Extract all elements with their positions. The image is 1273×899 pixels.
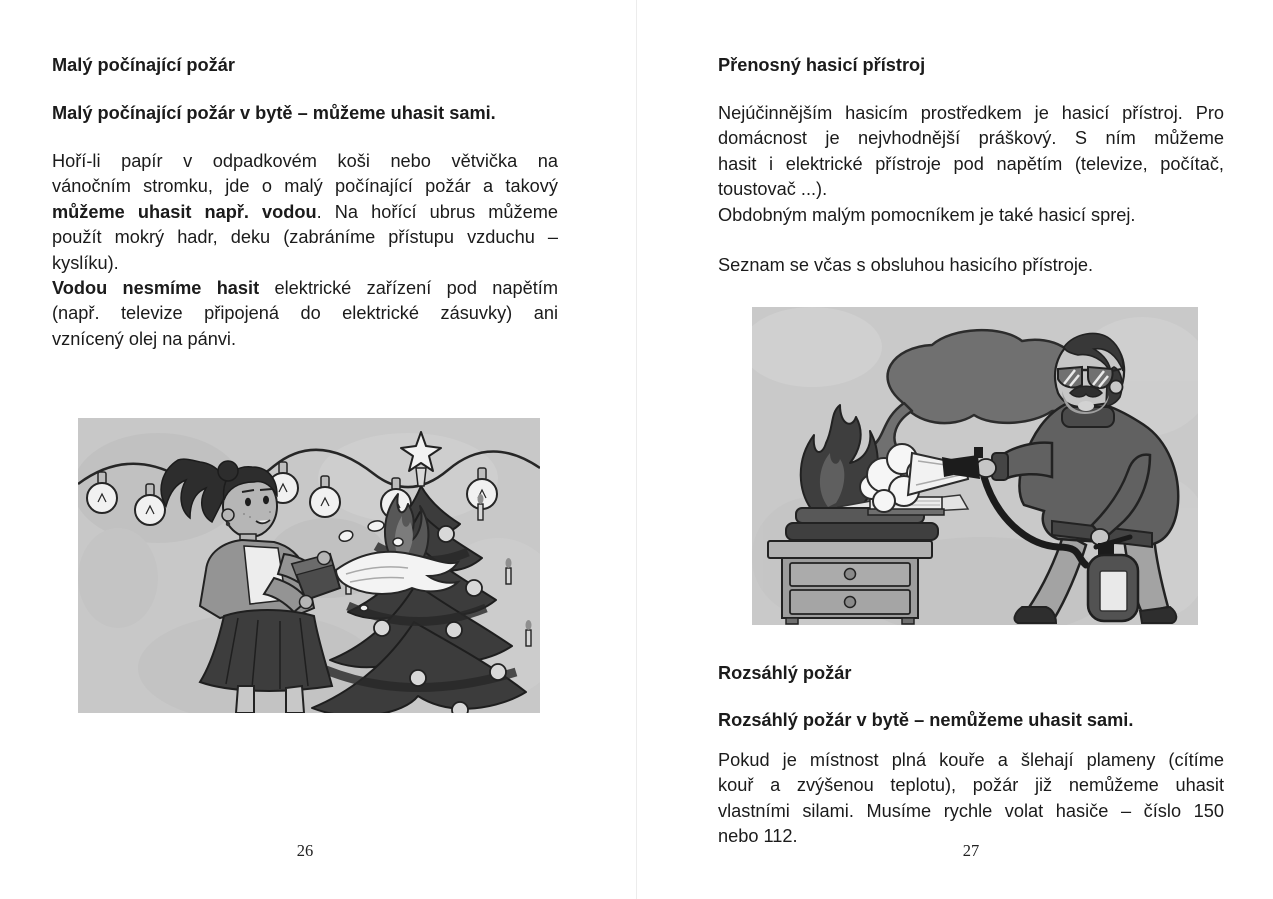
section-heading-extinguisher: Přenosný hasicí přístroj (718, 55, 926, 75)
extinguisher-illustration (752, 307, 1198, 625)
page-number-right: 27 (962, 841, 980, 860)
star-base (416, 468, 426, 486)
extinguisher-label (1100, 571, 1127, 611)
page-left (52, 0, 558, 899)
paragraph-large-fire: Pokud je místnost plná kouře a šlehají plameny (cítíme kouř a zvýšenou teplotu), požár již nemůžeme uhasit vlastními silami. Musíme rychle volat hasiče – číslo 150 nebo 112. (718, 750, 1224, 847)
page-divider (636, 0, 637, 899)
lead-sentence-large-fire: Rozsáhlý požár v bytě – nemůžeme uhasit sami. (718, 710, 1134, 730)
paragraph-extinguisher-2: Obdobným malým pomocníkem je také hasicí sprej. (718, 205, 1136, 225)
christmas-tree-fire-illustration (78, 418, 540, 713)
paragraph-small-fire-1: Hoří-li papír v odpadkovém koši nebo větvička na vánočním stromku, jde o malý počínající požár a takový můžeme uhasit např. vodou. Na hořící ubrus můžeme použít mokrý hadr, deku (zabráníme přístupu vzduchu – kyslíku). (52, 151, 558, 273)
paragraph-small-fire-2: Vodou nesmíme hasit elektrické zařízení pod napětím (např. televize připojená do elektrické zásuvky) ani vznícený olej na pánvi. (52, 278, 558, 349)
page-number-left: 26 (296, 841, 314, 860)
section-heading-small-fire: Malý počínající požár (52, 55, 235, 75)
head (1055, 333, 1124, 414)
nightstand (768, 541, 932, 624)
illustration-man-with-fire-extinguisher (752, 307, 1198, 625)
paragraph-extinguisher-1: Nejúčinnějším hasicím prostředkem je hasicí přístroj. Pro domácnost je nejvhodnější práškový. S ním můžeme hasit i elektrické přístroje pod napětím (televize, počítač, toustovač ...). (718, 103, 1224, 200)
page-right (718, 0, 1224, 899)
lead-sentence-small-fire: Malý počínající požár v bytě – můžeme uhasit sami. (52, 103, 496, 123)
illustration-girl-extinguishing-christmas-tree (78, 418, 540, 713)
section-heading-large-fire: Rozsáhlý požár (718, 663, 852, 683)
paragraph-extinguisher-3: Seznam se včas s obsluhou hasicího přístroje. (718, 255, 1094, 275)
